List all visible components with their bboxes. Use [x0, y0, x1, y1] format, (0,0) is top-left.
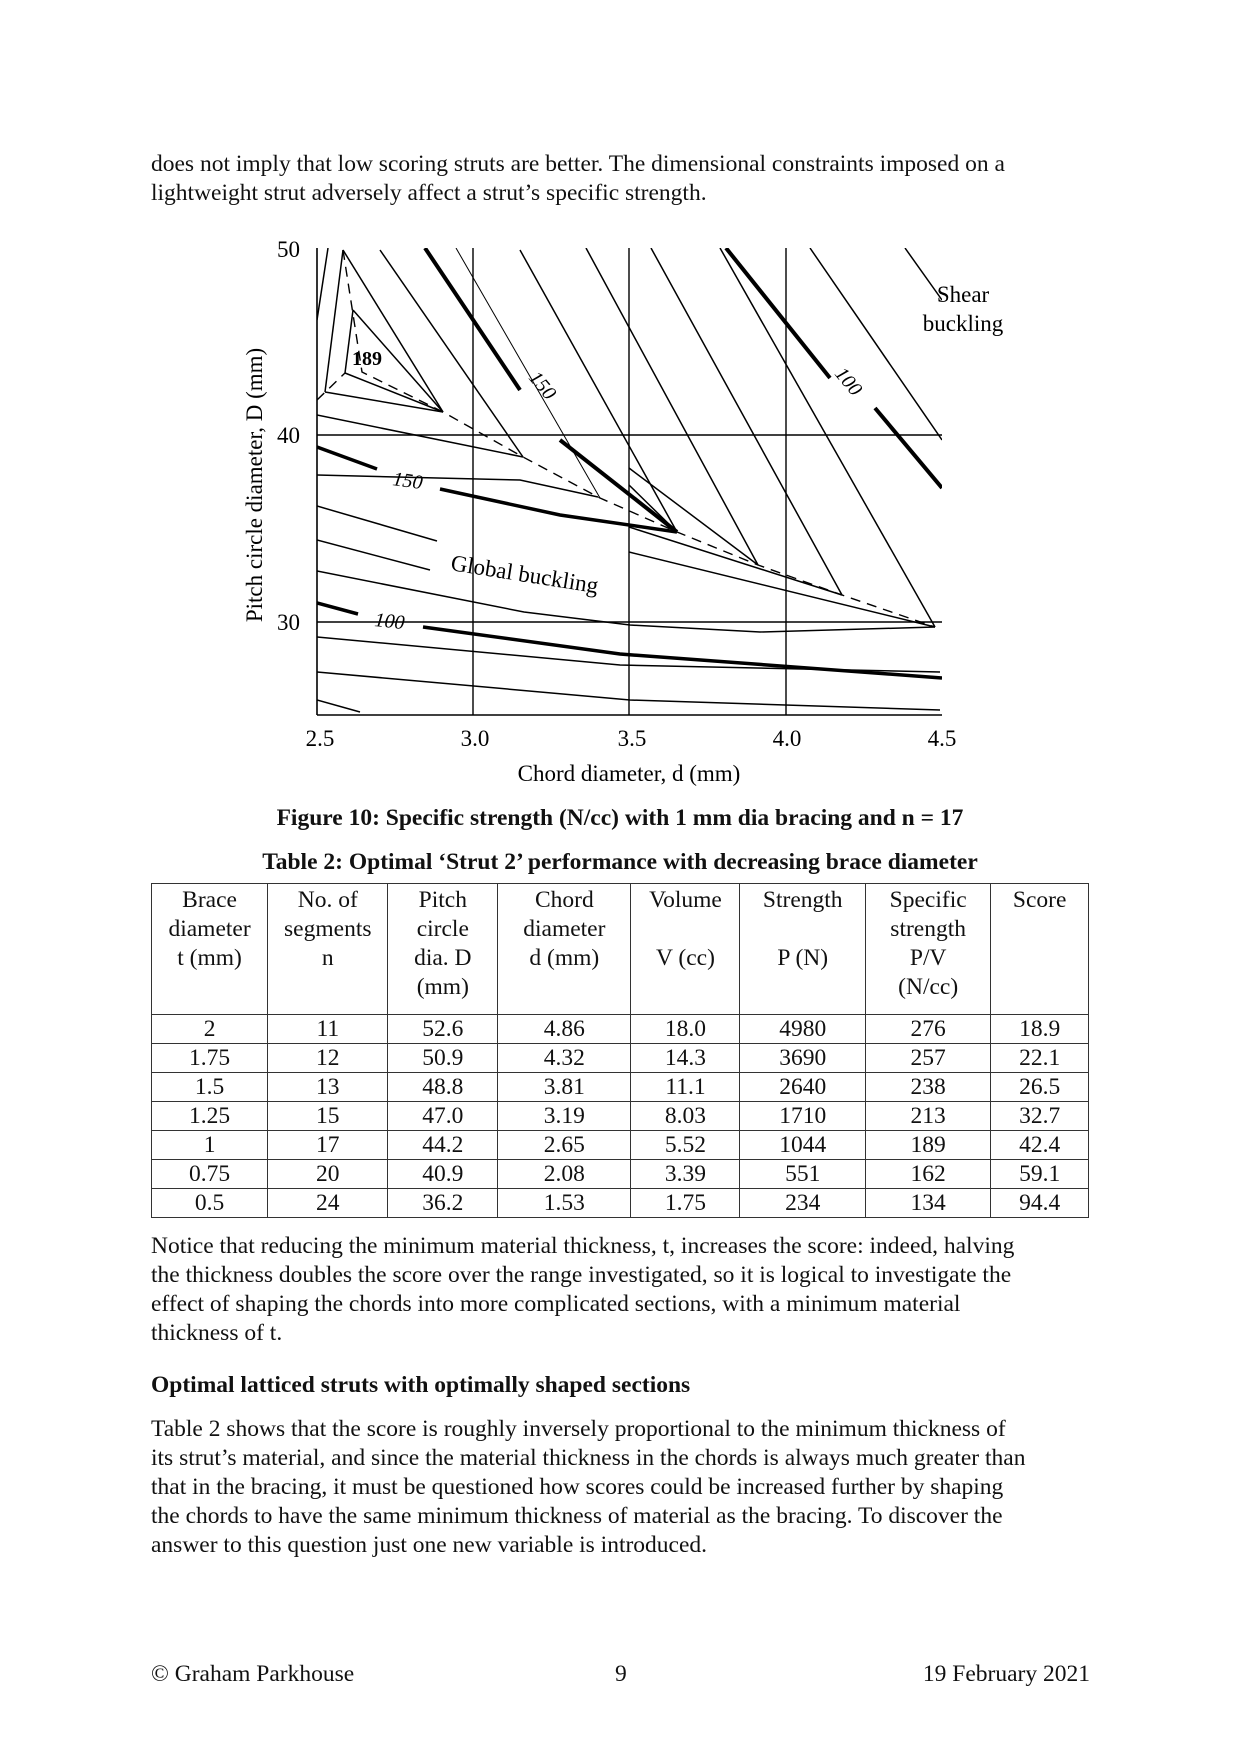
table-row — [152, 1073, 1089, 1102]
y-tick-40: 40 — [277, 423, 300, 448]
notice-line: effect of shaping the chords into more complicated sections, with a minimum material — [151, 1291, 961, 1317]
contour-chart — [0, 0, 1240, 800]
global-100-label: 100 — [373, 609, 406, 635]
x-tick-3.0: 3.0 — [460, 726, 490, 751]
col-header-volume: Volume V (cc) — [631, 884, 740, 1015]
shear-buckling-contours — [343, 248, 942, 627]
col-header-score: Score — [991, 884, 1089, 1015]
cell: 1.5 — [152, 1073, 268, 1102]
col-header-brace-diameter: Brace diameter t (mm) — [152, 884, 268, 1015]
cell: 18.0 — [631, 1015, 740, 1044]
footer-page-number: 9 — [615, 1661, 627, 1687]
global-buckling-label: Global buckling — [449, 550, 601, 599]
section-line: the chords to have the same minimum thickness of material as the bracing. To discover the — [151, 1503, 1003, 1529]
cell: 234 — [740, 1189, 866, 1218]
cell: 8.03 — [631, 1102, 740, 1131]
cell: 189 — [865, 1131, 990, 1160]
cell: 1710 — [740, 1102, 866, 1131]
intro-line: lightweight strut adversely affect a strut’s specific strength. — [151, 180, 707, 206]
cell: 3690 — [740, 1044, 866, 1073]
x-tick-3.5: 3.5 — [617, 726, 647, 751]
cell: 36.2 — [388, 1189, 498, 1218]
table-row — [152, 1189, 1089, 1218]
cell: 47.0 — [388, 1102, 498, 1131]
col-header-specific-strength: Specific strength P/V (N/cc) — [865, 884, 990, 1015]
cell: 52.6 — [388, 1015, 498, 1044]
cell: 50.9 — [388, 1044, 498, 1073]
notice-line: the thickness doubles the score over the range investigated, so it is logical to investigate the — [151, 1262, 1012, 1288]
x-tick-4.5: 4.5 — [927, 726, 957, 751]
peak-label: 189 — [352, 348, 382, 370]
cell: 4.86 — [498, 1015, 631, 1044]
y-tick-50: 50 — [277, 237, 300, 262]
cell: 12 — [268, 1044, 388, 1073]
cell: 134 — [865, 1189, 990, 1218]
cell: 26.5 — [991, 1073, 1089, 1102]
cell: 20 — [268, 1160, 388, 1189]
table-row — [152, 1015, 1089, 1044]
cell: 3.19 — [498, 1102, 631, 1131]
cell: 213 — [865, 1102, 990, 1131]
cell: 2.08 — [498, 1160, 631, 1189]
cell: 3.81 — [498, 1073, 631, 1102]
optimum-ridge-line — [317, 250, 935, 627]
cell: 3.39 — [631, 1160, 740, 1189]
cell: 2640 — [740, 1073, 866, 1102]
table-row — [152, 1044, 1089, 1073]
cell: 94.4 — [991, 1189, 1089, 1218]
notice-line: thickness of t. — [151, 1320, 283, 1346]
cell: 551 — [740, 1160, 866, 1189]
cell: 24 — [268, 1189, 388, 1218]
shear-150-label: 150 — [524, 367, 561, 405]
cell: 1.75 — [631, 1189, 740, 1218]
cell: 2 — [152, 1015, 268, 1044]
col-header-segments: No. of segments n — [268, 884, 388, 1015]
y-axis-label: Pitch circle diameter, D (mm) — [242, 347, 267, 623]
table-caption: Table 2: Optimal ‘Strut 2’ performance with decreasing brace diameter — [262, 849, 978, 875]
cell: 276 — [865, 1015, 990, 1044]
cell: 48.8 — [388, 1073, 498, 1102]
cell: 257 — [865, 1044, 990, 1073]
cell: 18.9 — [991, 1015, 1089, 1044]
intro-line: does not imply that low scoring struts are better. The dimensional constraints imposed on a — [151, 151, 1005, 177]
results-table — [151, 883, 1089, 1218]
cell: 14.3 — [631, 1044, 740, 1073]
cell: 238 — [865, 1073, 990, 1102]
cell: 162 — [865, 1160, 990, 1189]
x-tick-2.5: 2.5 — [305, 726, 335, 751]
shear-buckling-label-1: Shear — [936, 282, 990, 307]
figure-caption: Figure 10: Specific strength (N/cc) with 1 mm dia bracing and n = 17 — [276, 805, 964, 831]
table-header-row — [152, 884, 1089, 1015]
section-line: that in the bracing, it must be questioned how scores could be increased further by shaping — [151, 1474, 1004, 1500]
cell: 1.53 — [498, 1189, 631, 1218]
x-tick-4.0: 4.0 — [772, 726, 802, 751]
cell: 13 — [268, 1073, 388, 1102]
cell: 5.52 — [631, 1131, 740, 1160]
cell: 1 — [152, 1131, 268, 1160]
cell: 1.75 — [152, 1044, 268, 1073]
shear-buckling-label-2: buckling — [922, 311, 1004, 336]
footer-date: 19 February 2021 — [922, 1661, 1090, 1687]
footer-copyright: © Graham Parkhouse — [151, 1661, 355, 1687]
cell: 11 — [268, 1015, 388, 1044]
cell: 22.1 — [991, 1044, 1089, 1073]
cell: 2.65 — [498, 1131, 631, 1160]
cell: 11.1 — [631, 1073, 740, 1102]
cell: 17 — [268, 1131, 388, 1160]
table-row — [152, 1102, 1089, 1131]
section-line: answer to this question just one new variable is introduced. — [151, 1532, 708, 1558]
cell: 15 — [268, 1102, 388, 1131]
cell: 59.1 — [991, 1160, 1089, 1189]
global-150-label: 150 — [391, 468, 425, 495]
cell: 44.2 — [388, 1131, 498, 1160]
table-row — [152, 1131, 1089, 1160]
peak-contours — [317, 248, 353, 392]
cell: 1044 — [740, 1131, 866, 1160]
cell: 0.75 — [152, 1160, 268, 1189]
x-axis-label: Chord diameter, d (mm) — [517, 761, 741, 786]
cell: 40.9 — [388, 1160, 498, 1189]
cell: 1.25 — [152, 1102, 268, 1131]
table-row — [152, 1160, 1089, 1189]
cell: 4980 — [740, 1015, 866, 1044]
notice-line: Notice that reducing the minimum material thickness, t, increases the score: indeed, halving — [151, 1233, 1015, 1259]
section-paragraph — [151, 1415, 1101, 1560]
y-tick-30: 30 — [277, 610, 300, 635]
notice-paragraph — [151, 1232, 1101, 1348]
cell: 0.5 — [152, 1189, 268, 1218]
section-line: its strut’s material, and since the material thickness in the chords is always much greater than — [151, 1445, 1026, 1471]
section-heading: Optimal latticed struts with optimally shaped sections — [151, 1372, 691, 1398]
cell: 32.7 — [991, 1102, 1089, 1131]
cell: 4.32 — [498, 1044, 631, 1073]
col-header-strength: Strength P (N) — [740, 884, 866, 1015]
shear-100-label: 100 — [830, 363, 867, 401]
section-line: Table 2 shows that the score is roughly inversely proportional to the minimum thickness of — [151, 1416, 1006, 1442]
col-header-chord-diameter: Chord diameter d (mm) — [498, 884, 631, 1015]
cell: 42.4 — [991, 1131, 1089, 1160]
col-header-pitch-circle: Pitch circle dia. D (mm) — [388, 884, 498, 1015]
